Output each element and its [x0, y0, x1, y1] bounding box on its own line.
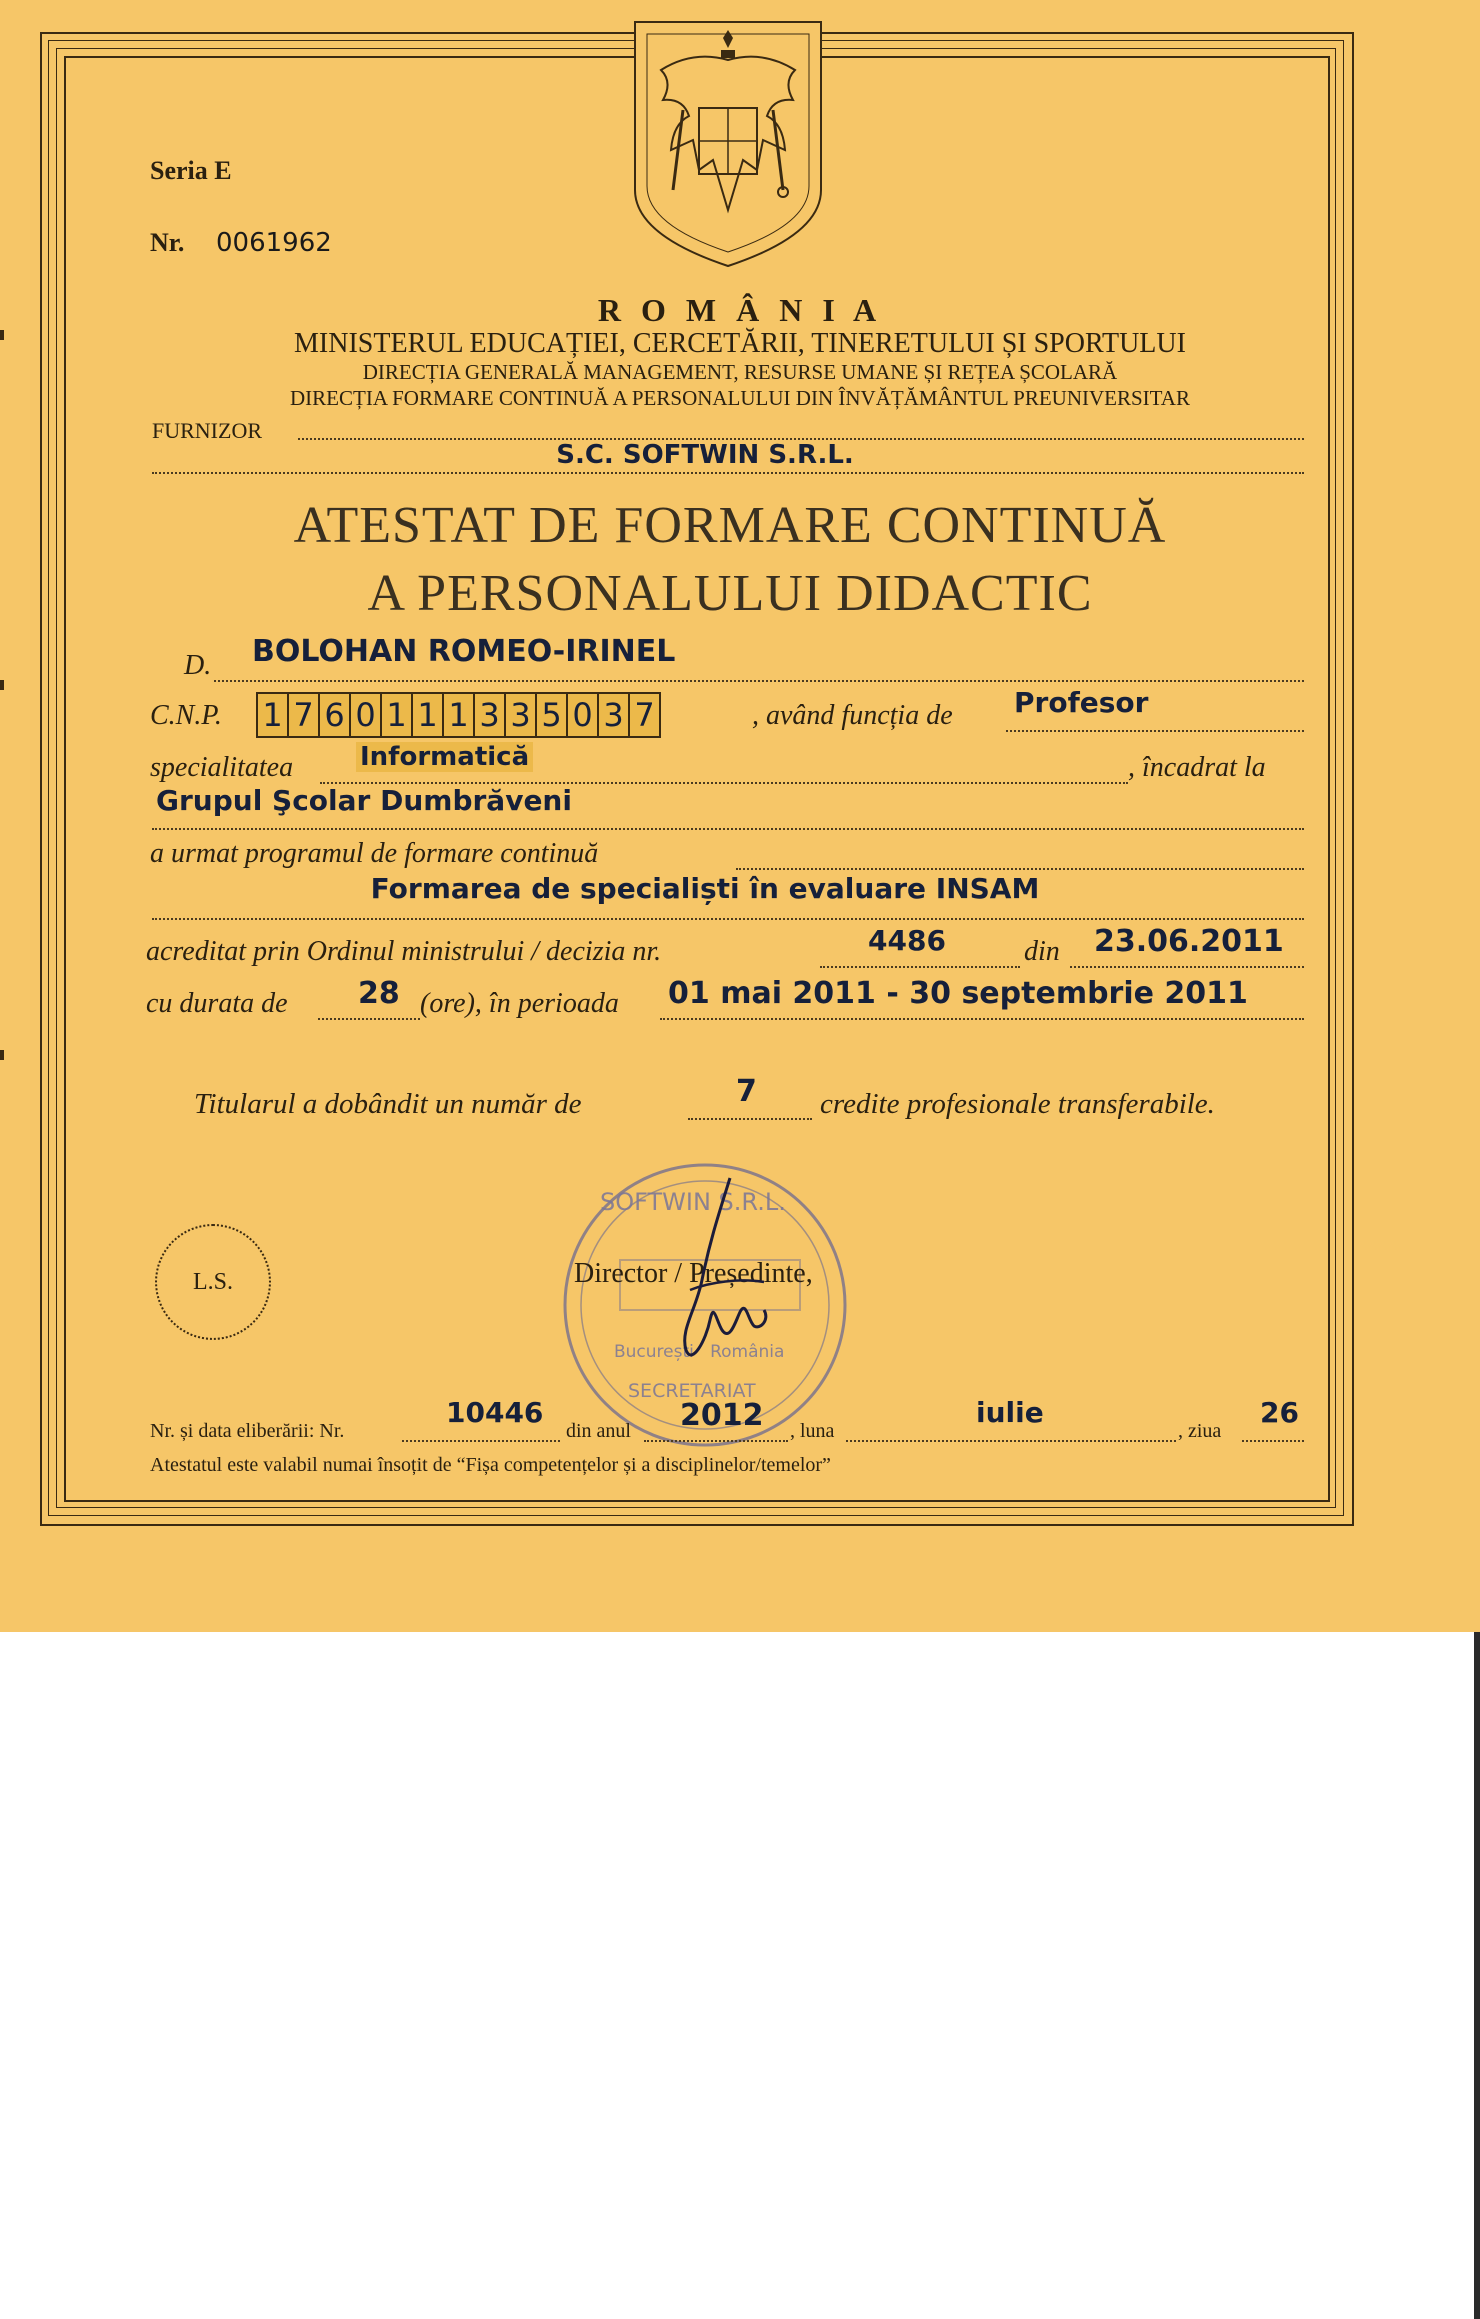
- program-label: a urmat programul de formare continuă: [150, 838, 599, 869]
- scan-edge: [1474, 1632, 1480, 2319]
- issue-number: 10446: [446, 1396, 544, 1429]
- school-name: Grupul Şcolar Dumbrăveni: [156, 784, 572, 817]
- cnp-digit-box: 3: [597, 692, 630, 738]
- d-label: D.: [184, 650, 212, 681]
- number-label: Nr.: [150, 228, 185, 257]
- stamp-department: SECRETARIAT: [628, 1380, 756, 1402]
- issue-year-label: din anul: [566, 1420, 631, 1442]
- function-value: Profesor: [1014, 686, 1149, 719]
- order-label: acreditat prin Ordinul ministrului / decizia nr.: [146, 936, 662, 967]
- period-label: (ore), în perioada: [420, 988, 619, 1019]
- credits-value: 7: [736, 1074, 757, 1109]
- duration-label: cu durata de: [146, 988, 288, 1019]
- provider-label: FURNIZOR: [152, 418, 263, 443]
- cnp-digit-box: 1: [442, 692, 475, 738]
- issue-month: iulie: [976, 1396, 1044, 1429]
- cnp-digit-box: 3: [473, 692, 506, 738]
- certificate-title-line1: ATESTAT DE FORMARE CONTINUĂ: [293, 497, 1167, 554]
- function-label: , având funcția de: [752, 700, 953, 731]
- director-label: Director / Președinte,: [574, 1258, 813, 1289]
- ls-label: L.S.: [192, 1268, 233, 1295]
- punch-mark: [0, 330, 4, 340]
- cnp-digit-box: 5: [535, 692, 568, 738]
- cnp-digit-box: 7: [628, 692, 661, 738]
- handwritten-signature: [660, 1170, 780, 1370]
- employed-at-label: , încadrat la: [1128, 752, 1266, 783]
- issue-day: 26: [1260, 1396, 1299, 1429]
- cnp-boxes: [256, 692, 659, 738]
- stamp-city: București România: [614, 1342, 785, 1362]
- direction-continuous: DIRECȚIA FORMARE CONTINUĂ A PERSONALULUI DIN ÎNVĂȚĂMÂNTUL PREUNIVERSITAR: [290, 386, 1190, 410]
- cnp-digit-box: 1: [380, 692, 413, 738]
- specialty-label: specialitatea: [150, 752, 294, 783]
- cnp-digit-box: 7: [287, 692, 320, 738]
- serial-number: 0061962: [216, 228, 332, 258]
- cnp-digit-box: 0: [566, 692, 599, 738]
- cnp-digit-box: 0: [349, 692, 382, 738]
- issue-month-label: , luna: [790, 1420, 835, 1442]
- specialty-value: Informatică: [356, 742, 533, 772]
- cnp-digit-box: 3: [504, 692, 537, 738]
- credits-label-b: credite profesionale transferabile.: [820, 1088, 1215, 1120]
- cnp-digit-box: 1: [411, 692, 444, 738]
- punch-mark: [0, 680, 4, 690]
- cnp-digit-box: 6: [318, 692, 351, 738]
- footer-note: Atestatul este valabil numai însoțit de “Fișa competențelor și a disciplinelor/temelor”: [150, 1454, 831, 1476]
- cnp-label: C.N.P.: [150, 700, 222, 731]
- punch-mark: [0, 1050, 4, 1060]
- program-name: Formarea de specialiști în evaluare INSAM: [370, 872, 1040, 905]
- holder-name: BOLOHAN ROMEO-IRINEL: [252, 634, 676, 669]
- issue-day-label: , ziua: [1178, 1420, 1222, 1442]
- cnp-digit-box: 1: [256, 692, 289, 738]
- duration-hours: 28: [358, 976, 400, 1011]
- order-number: 4486: [868, 924, 946, 957]
- order-date: 23.06.2011: [1094, 924, 1284, 959]
- issue-year: 2012: [680, 1398, 764, 1433]
- certificate-title-line2: A PERSONALULUI DIDACTIC: [367, 565, 1093, 622]
- issue-nr-label: Nr. și data eliberării: Nr.: [150, 1420, 345, 1442]
- stamp-company: SOFTWIN S.R.L.: [600, 1188, 786, 1216]
- credits-label-a: Titularul a dobândit un număr de: [194, 1088, 582, 1120]
- ls-seal-placeholder: [155, 1224, 271, 1340]
- coat-of-arms-icon: [633, 20, 823, 268]
- country-heading: R O M Â N I A: [597, 292, 883, 328]
- direction-general: DIRECȚIA GENERALĂ MANAGEMENT, RESURSE UMANE ȘI REȚEA ȘCOLARĂ: [362, 360, 1118, 384]
- provider-name: S.C. SOFTWIN S.R.L.: [556, 440, 854, 470]
- ministry-heading: MINISTERUL EDUCAȚIEI, CERCETĂRII, TINERETULUI ȘI SPORTULUI: [294, 328, 1186, 359]
- period-value: 01 mai 2011 - 30 septembrie 2011: [668, 976, 1248, 1011]
- series-label: Seria E: [150, 156, 232, 185]
- order-din-label: din: [1024, 936, 1060, 967]
